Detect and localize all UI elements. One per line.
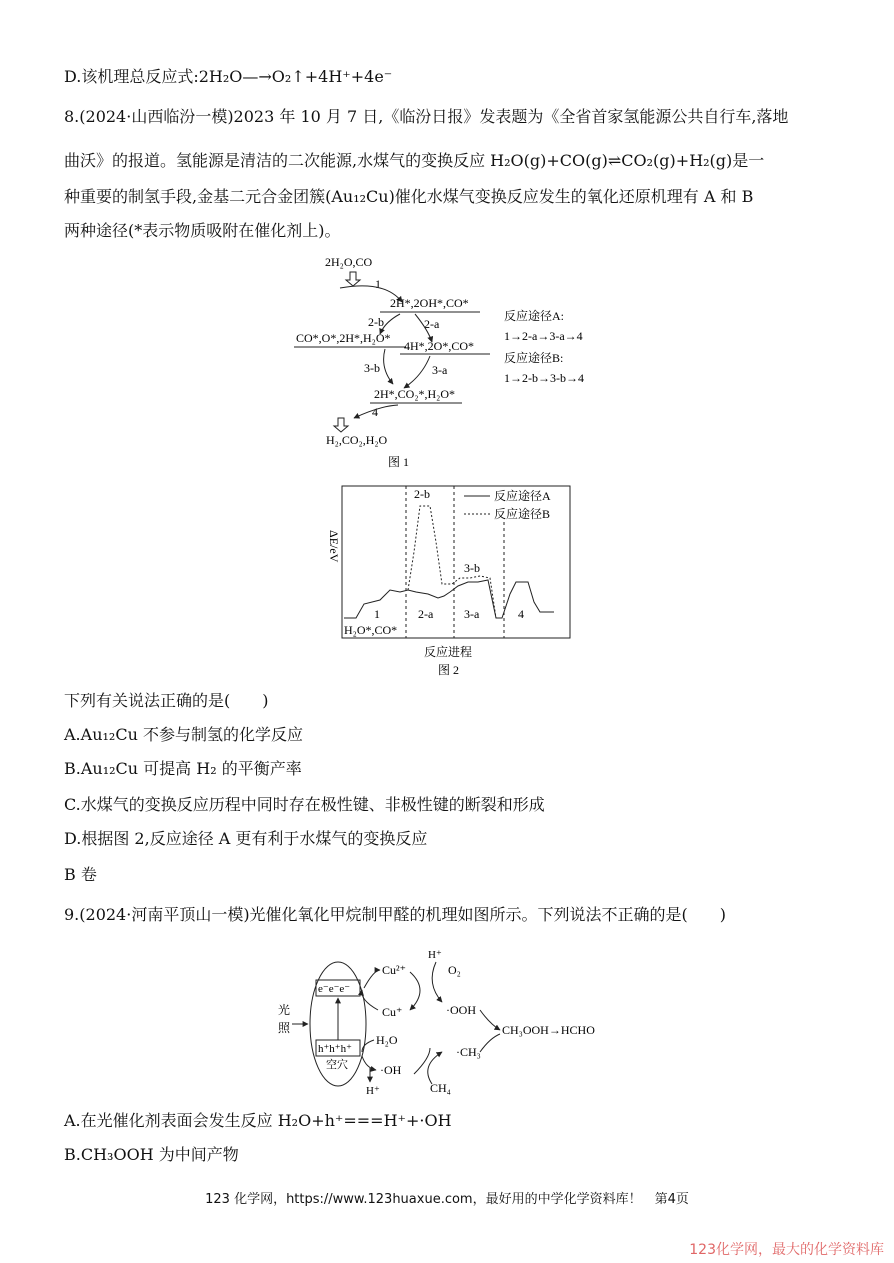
fig1-step-3a: 3-a xyxy=(432,363,448,377)
fig2-xlabel: 反应进程 xyxy=(424,645,473,659)
fig2-legend-b: 反应途径B xyxy=(494,507,551,521)
fig2-legend-a: 反应途径A xyxy=(494,489,551,503)
q9-stem: 9.(2024·河南平顶山一模)光催化氧化甲烷制甲醛的机理如图所示。下列说法不正确的是( ) xyxy=(64,905,727,924)
fig1-top-species: 2H₂O,CO xyxy=(325,255,373,269)
fig2-peak-3b: 3-b xyxy=(464,561,480,575)
q9-holes: h⁺h⁺h⁺ xyxy=(318,1043,352,1055)
q9-product: CH₃OOH→HCHO xyxy=(502,1023,595,1037)
q7-option-d: D.该机理总反应式:2H₂O—→O₂↑+4H⁺+4e⁻ xyxy=(64,67,393,86)
q9-option-a: A.在光催化剂表面会发生反应 H₂O+h⁺===H⁺+·OH xyxy=(64,1111,452,1130)
fig1-bottom-species: H₂,CO₂,H₂O xyxy=(326,433,388,447)
q9-hole-label: 空穴 xyxy=(326,1059,348,1071)
q9-ooh: ·OOH xyxy=(446,1003,476,1017)
q9-ch3: ·CH₃ xyxy=(456,1045,481,1059)
fig1-step-2b: 2-b xyxy=(368,315,384,329)
fig1-path-b-seq: 1→2-b→3-b→4 xyxy=(504,371,584,385)
q9-o2: O₂ xyxy=(448,963,461,977)
q9-option-b: B.CH₃OOH 为中间产物 xyxy=(64,1145,239,1164)
fig2-caption: 图 2 xyxy=(438,663,460,677)
fig1-step-2a: 2-a xyxy=(424,317,440,331)
fig2-seg-4: 4 xyxy=(518,607,524,621)
q8-stem-line4: 两种途径(*表示物质吸附在催化剂上)。 xyxy=(64,221,341,240)
fig1-step-3b: 3-b xyxy=(364,361,380,375)
q9-hplus-top: H⁺ xyxy=(428,949,442,961)
q9-cu2: Cu²⁺ xyxy=(382,963,406,977)
q9-figure xyxy=(270,940,630,1100)
fig2-start-label: H₂O*,CO* xyxy=(344,623,398,637)
q8-stem-line2: 曲沃》的报道。氢能源是清洁的二次能源,水煤气的变换反应 H₂O(g)+CO(g)⇌CO₂(g)+H₂(g)是一 xyxy=(64,151,765,170)
q8-option-c: C.水煤气的变换反应历程中同时存在极性键、非极性键的断裂和形成 xyxy=(64,795,545,814)
q8-figure-1 xyxy=(290,250,620,475)
q9-electrons: e⁻e⁻e⁻ xyxy=(318,983,351,995)
fig2-peak-2b: 2-b xyxy=(414,487,430,501)
q9-ch4: CH₄ xyxy=(430,1081,451,1095)
fig2-seg-3a: 3-a xyxy=(464,607,480,621)
q9-light-label: 光 xyxy=(278,1003,291,1017)
q8-figure-2 xyxy=(318,482,580,682)
q9-h2o: H₂O xyxy=(376,1033,398,1047)
fig2-seg-1: 1 xyxy=(374,607,380,621)
fig1-state-2b: CO*,O*,2H*,H₂O* xyxy=(296,331,391,345)
fig1-state-2a: 4H*,2O*,CO* xyxy=(404,339,475,353)
fig1-path-a-seq: 1→2-a→3-a→4 xyxy=(504,329,583,343)
fig1-state-3: 2H*,CO₂*,H₂O* xyxy=(374,387,456,401)
q9-cu1: Cu⁺ xyxy=(382,1005,403,1019)
fig1-step-4: 4 xyxy=(372,405,378,419)
q8-stem-line1: 8.(2024·山西临汾一模)2023 年 10 月 7 日,《临汾日报》发表题为《全省首家氢能源公共自行车,落地 xyxy=(64,107,789,126)
page-footer: 123 化学网，https://www.123huaxue.com，最好用的中学化学资料库！ 第4页 xyxy=(205,1192,689,1207)
fig1-state-1: 2H*,2OH*,CO* xyxy=(390,296,469,310)
q9-light-label-2: 照 xyxy=(278,1021,291,1035)
q8-option-d: D.根据图 2,反应途径 A 更有利于水煤气的变换反应 xyxy=(64,829,428,848)
fig2-ylabel: ΔE/eV xyxy=(327,530,341,563)
fig1-path-a-title: 反应途径A: xyxy=(504,309,565,323)
fig1-caption: 图 1 xyxy=(388,455,410,469)
q8-question: 下列有关说法正确的是( ) xyxy=(64,691,269,710)
q8-stem-line3: 种重要的制氢手段,金基二元合金团簇(Au₁₂Cu)催化水煤气变换反应发生的氧化还原机理有 A 和 B xyxy=(64,187,754,206)
q8-option-b: B.Au₁₂Cu 可提高 H₂ 的平衡产率 xyxy=(64,759,302,778)
fig2-seg-2a: 2-a xyxy=(418,607,434,621)
watermark: 123化学网，最大的化学资料库 xyxy=(689,1242,884,1258)
fig1-step-1: 1 xyxy=(375,277,381,291)
q9-hplus-bottom: H⁺ xyxy=(366,1085,380,1097)
section-b-title: B 卷 xyxy=(64,865,97,884)
fig1-path-b-title: 反应途径B: xyxy=(504,351,564,365)
q9-oh: ·OH xyxy=(380,1063,402,1077)
q8-option-a: A.Au₁₂Cu 不参与制氢的化学反应 xyxy=(64,725,303,744)
